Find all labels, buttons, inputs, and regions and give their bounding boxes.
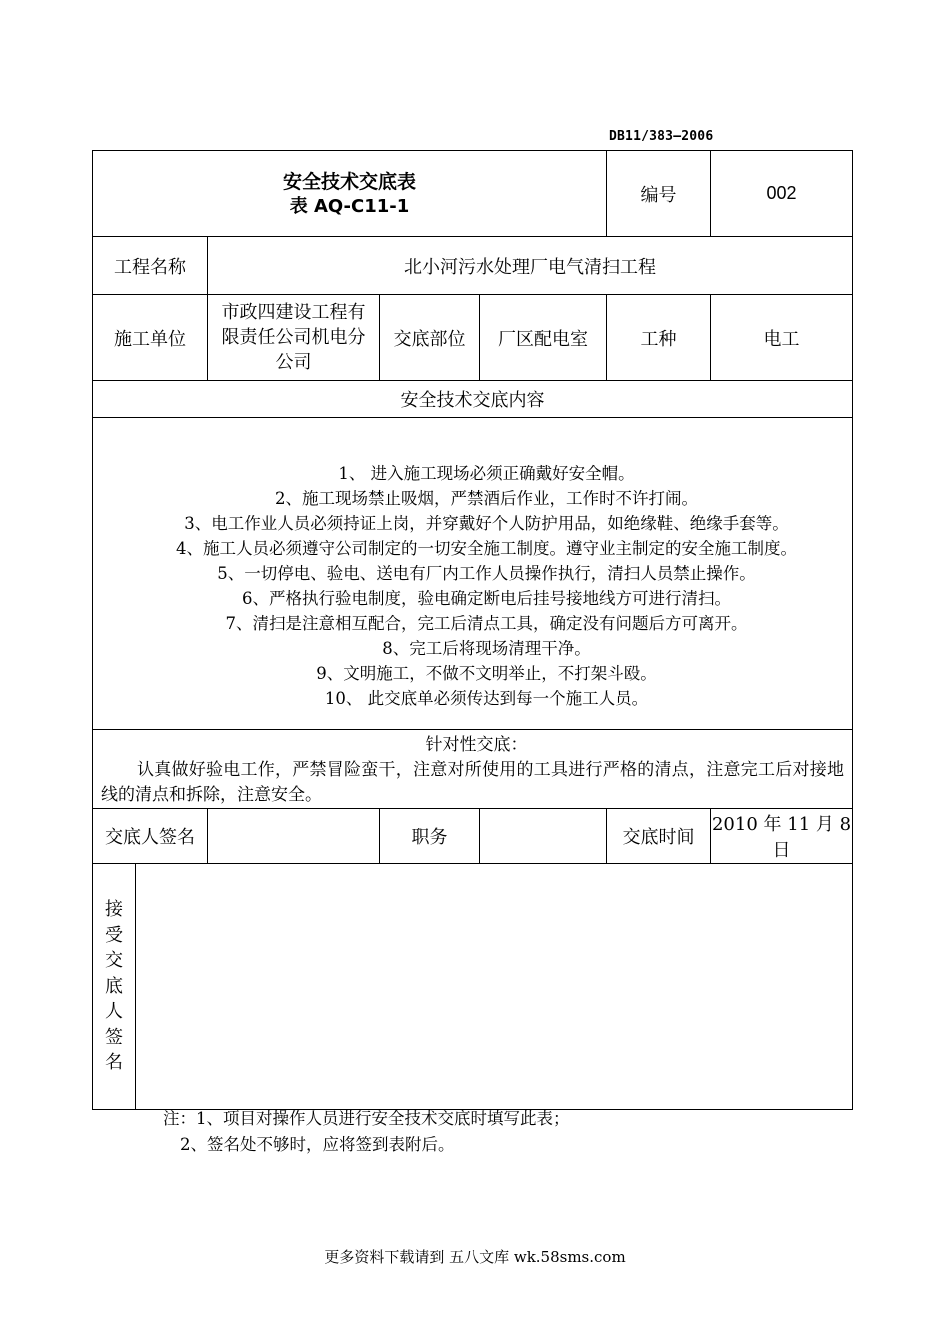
number-label: 编号 [607, 151, 711, 237]
specific-briefing-cell [93, 730, 853, 809]
receiver-sign-row [93, 864, 853, 1110]
list-item: 8、完工后将现场清理干净。 [382, 638, 591, 658]
form-title: 安全技术交底表 [283, 170, 417, 193]
form-code: 表 AQ-C11-1 [289, 195, 410, 217]
position-field[interactable] [480, 809, 607, 864]
footer-text: 更多资料下载请到 五八文库 wk.58sms.com [324, 1248, 626, 1266]
unit-label: 施工单位 [93, 295, 208, 381]
list-item: 3、电工作业人员必须持证上岗，并穿戴好个人防护用品，如绝缘鞋、绝缘手套等。 [184, 513, 789, 533]
receiver-sign-label-cell [93, 864, 136, 1109]
form-title-cell [93, 151, 607, 237]
safety-briefing-form [92, 150, 853, 1110]
briefer-sign-field[interactable] [208, 809, 380, 864]
position-label: 职务 [380, 809, 480, 864]
time-label: 交底时间 [607, 809, 711, 864]
list-item: 6、严格执行验电制度，验电确定断电后挂号接地线方可进行清扫。 [242, 588, 731, 608]
project-name-label: 工程名称 [93, 237, 208, 295]
list-item: 5、一切停电、验电、送电有厂内工作人员操作执行，清扫人员禁止操作。 [217, 563, 756, 583]
time-value: 2010 年 11 月 8 日 [711, 809, 853, 864]
location-value: 厂区配电室 [480, 295, 607, 381]
trade-value: 电工 [711, 295, 853, 381]
specific-briefing-label: 针对性交底： [425, 735, 528, 755]
list-item: 7、清扫是注意相互配合，完工后清点工具，确定没有问题后方可离开。 [225, 613, 748, 633]
content-items-list [93, 437, 852, 711]
content-items-cell [93, 418, 853, 730]
trade-label: 工种 [607, 295, 711, 381]
standard-code: DB11/383—2006 [609, 129, 714, 144]
location-label: 交底部位 [380, 295, 480, 381]
list-item: 4、施工人员必须遵守公司制定的一切安全施工制度。遵守业主制定的安全施工制度。 [176, 538, 797, 558]
receiver-sign-label: 接受交底人签名 [105, 899, 123, 1074]
content-heading: 安全技术交底内容 [93, 381, 853, 418]
note-line-1: 注：1、项目对操作人员进行安全技术交底时填写此表； [163, 1109, 570, 1128]
note-line-2: 2、签名处不够时，应将签到表附后。 [180, 1135, 455, 1154]
specific-briefing-text: 认真做好验电工作，严禁冒险蛮干，注意对所使用的工具进行严格的清点，注意完工后对接地线的清点和拆除，注意安全。 [101, 760, 845, 805]
number-value: 002 [711, 151, 853, 237]
list-item: 2、施工现场禁止吸烟，严禁酒后作业，工作时不许打闹。 [275, 488, 698, 508]
briefer-sign-label: 交底人签名 [93, 809, 208, 864]
project-name-value: 北小河污水处理厂电气清扫工程 [208, 237, 853, 295]
list-item: 10、 此交底单必须传达到每一个施工人员。 [324, 688, 649, 708]
list-item: 1、 进入施工现场必须正确戴好安全帽。 [338, 463, 635, 483]
unit-value: 市政四建设工程有限责任公司机电分公司 [208, 295, 380, 381]
notes [163, 1106, 570, 1158]
list-item: 9、文明施工，不做不文明举止，不打架斗殴。 [316, 663, 657, 683]
receiver-sign-area[interactable] [136, 864, 852, 1109]
